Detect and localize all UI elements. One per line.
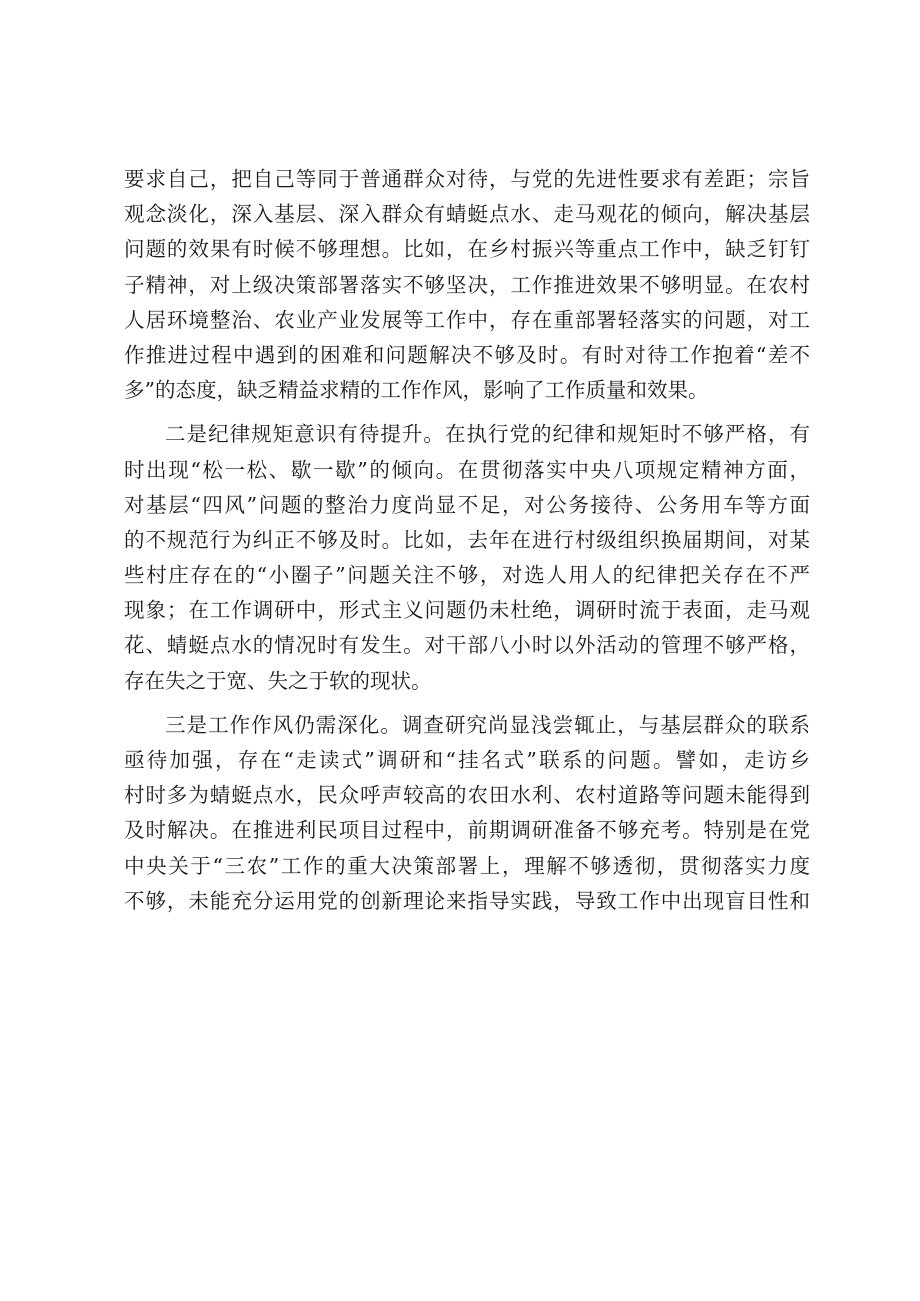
text-line: 些村庄存在的“小圈子”问题关注不够，对选人用人的纪律把关存在不严 <box>124 563 810 588</box>
text-line: 人居环境整治、农业产业发展等工作中，存在重部署轻落实的问题，对工 <box>124 307 810 332</box>
text-line: 作推进过程中遇到的困难和问题解决不够及时。有时对待工作抱着“差不 <box>124 342 810 367</box>
text-line: 多”的态度，缺乏精益求精的工作作风，影响了工作质量和效果。 <box>124 378 709 403</box>
text-line: 及时解决。在推进利民项目过程中，前期调研准备不够充考。特别是在党 <box>124 818 810 843</box>
paragraph-1 <box>124 162 810 408</box>
text-line: 三是工作作风仍需深化。调查研究尚显浅尝辄止，与基层群众的联系 <box>165 712 810 737</box>
text-line: 中央关于“三农”工作的重大决策部署上，理解不够透彻，贯彻落实力度 <box>124 853 810 878</box>
text-line: 子精神，对上级决策部署落实不够坚决，工作推进效果不够明显。在农村 <box>124 272 810 297</box>
text-line: 存在失之于宽、失之于软的现状。 <box>124 668 432 693</box>
paragraph-2 <box>124 417 810 699</box>
text-line: 要求自己，把自己等同于普通群众对待，与党的先进性要求有差距；宗旨 <box>124 167 810 191</box>
paragraph-spacer <box>124 699 810 708</box>
text-line: 问题的效果有时候不够理想。比如，在乡村振兴等重点工作中，缺乏钉钉 <box>124 237 810 262</box>
text-line: 花、蜻蜓点水的情况时有发生。对干部八小时以外活动的管理不够严格， <box>124 633 810 658</box>
text-line: 的不规范行为纠正不够及时。比如，去年在进行村级组织换届期间，对某 <box>124 527 810 552</box>
text-line: 对基层“四风”问题的整治力度尚显不足，对公务接待、公务用车等方面 <box>124 492 810 517</box>
text-line: 时出现“松一松、歇一歇”的倾向。在贯彻落实中央八项规定精神方面， <box>124 457 810 482</box>
text-line: 不够，未能充分运用党的创新理论来指导实践，导致工作中出现盲目性和 <box>124 888 810 913</box>
text-line: 亟待加强，存在“走读式”调研和“挂名式”联系的问题。譬如，走访乡 <box>124 748 810 772</box>
text-line: 二是纪律规矩意识有待提升。在执行党的纪律和规矩时不够严格，有 <box>165 422 810 447</box>
paragraph-3 <box>124 708 810 919</box>
text-line: 观念淡化，深入基层、深入群众有蜻蜓点水、走马观花的倾向，解决基层 <box>124 202 810 227</box>
document-body <box>124 162 810 919</box>
text-line: 现象；在工作调研中，形式主义问题仍未杜绝，调研时流于表面，走马观 <box>124 598 810 623</box>
text-line: 村时多为蜻蜓点水，民众呼声较高的农田水利、农村道路等问题未能得到 <box>124 783 810 808</box>
paragraph-spacer <box>124 408 810 417</box>
